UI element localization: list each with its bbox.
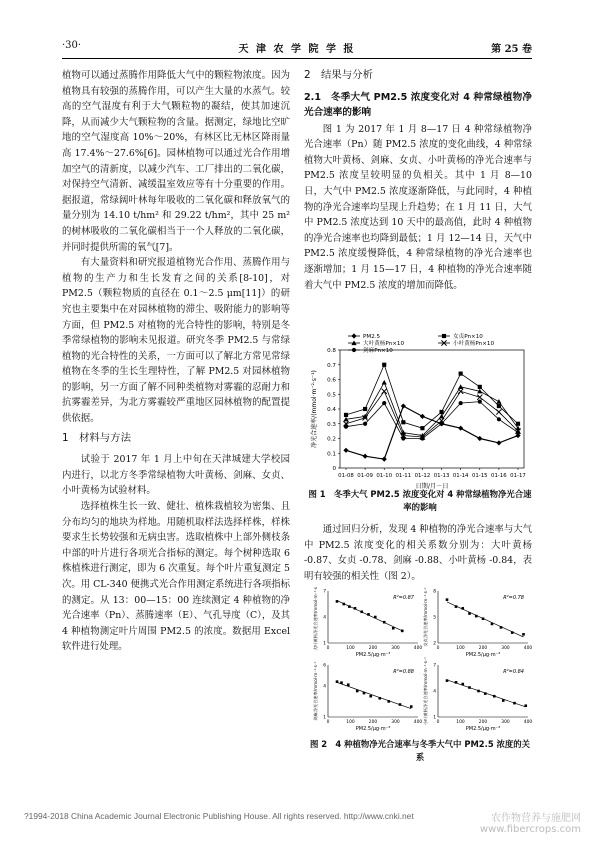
r-squared-label: R²=0.87 bbox=[393, 595, 414, 601]
panel-y-tick-label: 7 bbox=[323, 589, 326, 595]
r-squared-label: R²=0.84 bbox=[503, 669, 524, 675]
section-heading-results: 2 结果与分析 bbox=[304, 69, 373, 81]
data-point bbox=[477, 436, 482, 441]
data-point bbox=[382, 389, 387, 394]
x-tick-label: 01-09 bbox=[357, 473, 373, 479]
panel-x-axis-label: PM2.5/μg·m⁻³ bbox=[355, 726, 391, 732]
paragraph-transpiration: 植物可以通过蒸腾作用降低大气中的颗粒物浓度。因为植物具有较强的蒸腾作用，可以产生大量的水蒸气。较高的空气湿度有利于大气颗粒物的凝结，使其加速沉降，从而减少大气颗粒物的含量。据测定，绿地比空旷地的空气湿度高 10%～20%，有林区比无林区降雨量高 17.4%～27.6%[6]。园林植物可以通过光合作用增加空气的清新度，以减少汽车、工厂排出的二氧化碳，对保持空气清新、减缓温室效应等有十分重要的作用。据报道，常绿阔叶林每年吸收的二氧化碳和释放氧气的量分别为 14.10 t/hm² 和 29.22 t/hm²，其中 25 m² 的树林吸收的二氧化碳相当于一个人释放的二氧化碳，并同时提供所需的氧气[7]。 bbox=[62, 70, 290, 253]
y-tick-label: 0.7 bbox=[327, 362, 336, 369]
r-squared-label: R²=0.78 bbox=[503, 595, 524, 601]
y-tick-label: 0.3 bbox=[327, 421, 336, 428]
panel-y-tick-label: 2 bbox=[433, 641, 436, 647]
data-point bbox=[382, 401, 386, 405]
panel-x-tick-label: 0 bbox=[436, 720, 440, 725]
data-point bbox=[344, 413, 348, 417]
x-tick-label: 01-17 bbox=[510, 473, 526, 479]
trend-line bbox=[447, 680, 526, 707]
data-point bbox=[420, 426, 424, 430]
scatter-point bbox=[446, 598, 449, 601]
panel-x-tick-label: 200 bbox=[368, 720, 378, 725]
panel-y-tick-label: 6 bbox=[323, 663, 326, 669]
series-line bbox=[346, 365, 518, 428]
r-squared-label: R²=0.88 bbox=[393, 669, 414, 675]
data-point bbox=[497, 417, 501, 421]
panel-y-axis-label: 剑麻净光合速率/mmol·m⁻²·s⁻¹ bbox=[313, 661, 318, 721]
data-point bbox=[343, 448, 348, 453]
data-point bbox=[458, 389, 463, 394]
data-point bbox=[458, 384, 463, 389]
data-point bbox=[478, 385, 482, 389]
y-tick-label: 0.6 bbox=[327, 377, 336, 384]
x-tick-label: 01-14 bbox=[452, 473, 469, 479]
panel-x-tick-label: 400 bbox=[413, 720, 423, 725]
panel-x-tick-label: 100 bbox=[346, 720, 355, 725]
panel-x-tick-label: 400 bbox=[523, 720, 532, 725]
y-axis-label: 净光合速率/(mmol·m⁻²·s⁻¹) bbox=[311, 370, 318, 448]
paragraph-regression-wrapper bbox=[304, 522, 532, 584]
panel-y-axis-label: 大叶黄杨净光合速率/mmol·m⁻²·s⁻¹ bbox=[313, 587, 318, 651]
panel-x-axis-label: PM2.5/μg·m⁻³ bbox=[355, 652, 391, 658]
panel-x-tick-label: 400 bbox=[523, 646, 532, 651]
panel-x-tick-label: 300 bbox=[501, 720, 510, 725]
panel-x-tick-label: 200 bbox=[368, 646, 378, 651]
data-point bbox=[496, 399, 501, 404]
y-tick-label: 0.4 bbox=[327, 407, 336, 414]
data-point bbox=[363, 422, 367, 426]
watermark-line-1: 农作物营养与施肥网 bbox=[491, 813, 581, 824]
data-point bbox=[459, 372, 463, 376]
data-point bbox=[458, 426, 463, 431]
panel-y-axis-label: 女贞净光合速率/mmol·m⁻²·s⁻¹ bbox=[423, 587, 428, 647]
figure-1-caption: 图 1 冬季大气 PM2.5 浓度变化对 4 种常绿植物净光合速率的影响 bbox=[308, 489, 532, 512]
panel-x-tick-label: 100 bbox=[456, 646, 465, 651]
panel-y-tick-label: 5 bbox=[433, 615, 436, 621]
legend-label: 小叶黄杨Pn×10 bbox=[453, 341, 494, 347]
panel-x-tick-label: 0 bbox=[326, 646, 330, 651]
panel-y-axis-label: 小叶黄杨净光合速率/mmol·m⁻²·s⁻¹ bbox=[423, 657, 428, 725]
x-tick-label: 01-12 bbox=[414, 473, 431, 479]
panel-x-tick-label: 0 bbox=[326, 720, 330, 725]
data-point bbox=[439, 422, 443, 426]
x-tick-label: 01-10 bbox=[376, 473, 393, 479]
paragraph-figure1-description: 图 1 为 2017 年 1 月 8—17 日 4 种常绿植物净光合速率（Pn）随 PM2.5 浓度的变化曲线，4 种常绿植物大叶黄杨、剑麻、女贞、小叶黄杨的净光合速率与 PM2.5 浓度呈较明显的负相关。其中 1 月 8—10 日，大气中 PM2.5 浓度逐渐降低，与此同时，4 种植物的净光合速率均呈现上升趋势；在 1 月 11 日，大气中 PM2.5 浓度达到 10 天中的最高值，此时 4 种植物的净光合速率也均降到最低；1 月 12—14 日，天气中 PM2.5 浓度缓慢降低，4 种常绿植物的净光合速率也逐渐增加；1 月 15—17 日，4 种植物的净光合速率随着大气中 PM2.5 浓度的增加而降低。 bbox=[304, 123, 532, 291]
x-tick-label: 01-08 bbox=[338, 473, 354, 479]
scatter-point bbox=[446, 679, 449, 682]
data-point bbox=[401, 436, 405, 440]
data-point bbox=[363, 407, 367, 411]
panel-y-tick-label: 4 bbox=[323, 684, 326, 690]
data-point bbox=[516, 422, 520, 426]
panel-y-tick-label: 1 bbox=[433, 715, 436, 721]
scatter-point bbox=[401, 630, 404, 633]
trend-line bbox=[337, 601, 402, 631]
legend-label: 剑麻Pn×10 bbox=[363, 348, 393, 354]
figure-1-line-chart bbox=[306, 328, 530, 496]
panel-y-tick-label: 1 bbox=[323, 715, 326, 721]
x-axis-label: 日期/月－日 bbox=[415, 483, 449, 490]
panel-x-tick-label: 200 bbox=[478, 646, 488, 651]
panel-x-tick-label: 100 bbox=[456, 720, 465, 725]
panel-x-tick-label: 200 bbox=[478, 720, 488, 725]
x-tick-label: 01-15 bbox=[471, 473, 488, 479]
series-line bbox=[346, 406, 518, 459]
panel-x-axis-label: PM2.5/μg·m⁻³ bbox=[465, 726, 501, 732]
data-point bbox=[459, 401, 463, 405]
data-point bbox=[382, 457, 387, 462]
scatter-point bbox=[369, 695, 372, 698]
panel-x-tick-label: 300 bbox=[391, 646, 400, 651]
panel-x-tick-label: 400 bbox=[413, 646, 423, 651]
panel-x-tick-label: 300 bbox=[391, 720, 400, 725]
x-tick-label: 01-13 bbox=[433, 473, 450, 479]
copyright-footer: ?1994-2018 China Academic Journal Electronic Publishing House. All rights reserved. http://www.cnki.net bbox=[24, 811, 414, 821]
section-heading-methods: 1 材料与方法 bbox=[62, 431, 131, 444]
figure-2 bbox=[306, 587, 532, 737]
figure-1 bbox=[306, 328, 530, 496]
plot-frame bbox=[340, 350, 524, 468]
journal-title: 天 津 农 学 院 学 报 bbox=[238, 44, 356, 55]
panel-x-tick-label: 300 bbox=[501, 646, 510, 651]
panel-y-tick-label: 8 bbox=[433, 589, 436, 595]
y-tick-label: 0.8 bbox=[327, 348, 336, 355]
data-point bbox=[401, 420, 405, 424]
legend-label: PM2.5 bbox=[363, 334, 381, 340]
data-point bbox=[516, 431, 520, 435]
right-column bbox=[304, 68, 532, 293]
data-point bbox=[344, 425, 348, 429]
legend-label: 大叶黄杨Pn×10 bbox=[363, 341, 404, 347]
panel-y-tick-label: 4 bbox=[433, 689, 436, 695]
trend-line bbox=[337, 682, 411, 708]
paragraph-methods: 选择植株生长一致、健壮、植株栽植较为密集、且分布均匀的地块为样地。用随机取样法选择样株，样株要求生长势较强和无病虫害。选取植株中上部外侧枝条中部的叶片进行各项光合指标的测定。每个树种选取 6 株植株进行测定，即为 6 次重复。每个叶片重复测定 5 次。用 CL-340 便携式光合作用测定系统进行各项指标的测定。从 13：00—15：00 连续测定 4 种植物的净光合速率（Pn）、蒸腾速率（E）、气孔导度（C），及其 4 种植物测定叶片周围 PM2.5 的浓度。数据用 Excel 软件进行处理。 bbox=[62, 501, 290, 653]
page-number: ·30· bbox=[62, 40, 82, 51]
legend-marker bbox=[352, 348, 356, 352]
header-rule bbox=[62, 58, 532, 59]
data-point bbox=[478, 400, 482, 404]
left-column bbox=[62, 68, 290, 655]
panel-y-tick-label: 4 bbox=[323, 615, 326, 621]
paragraph-background: 有大量资料和研究报道植物光合作用、蒸腾作用与植物的生产力和生长发育之间的关系[8-10]，对 PM2.5（颗粒物质的直径在 0.1～2.5 μm[11]）的研究也主要集中在对园林植物的滞尘、吸附能力的影响等方面，但 PM2.5 对植物的光合特性的影响，特别是冬季常绿植物的影响未见报道。研究冬季 PM2.5 与常绿植物的光合特性的关系，一方面可以了解北方常见常绿植物在冬季的生长生理特性，了解 PM2.5 对园林植物的影响，另一方面了解不同种类植物对雾霾的忍耐力和抗雾霾差异，为北方雾霾较严重地区园林植物的配置提供依据。 bbox=[62, 257, 290, 425]
data-point bbox=[382, 363, 386, 367]
paragraph-regression: 通过回归分析，发现 4 种植物的净光合速率与大气中 PM2.5 浓度变化的相关系数分别为：大叶黄杨 -0.87、女贞 -0.78、剑麻 -0.88、小叶黄杨 -0.84，表明有较强的相关性（图 2）。 bbox=[304, 524, 532, 582]
figure-2-caption: 图 2 4 种植物净光合速率与冬季大气中 PM2.5 浓度的关系 bbox=[309, 739, 531, 762]
panel-x-tick-label: 0 bbox=[436, 646, 440, 651]
scatter-point bbox=[336, 600, 339, 603]
x-tick-label: 01-16 bbox=[491, 473, 507, 479]
panel-y-tick-label: 7 bbox=[433, 663, 436, 669]
subsection-heading-2-1: 2.1 冬季大气 PM2.5 浓度变化对 4 种常绿植物净光合速率的影响 bbox=[304, 91, 532, 118]
figure-2-scatter-panels bbox=[306, 587, 532, 737]
y-tick-label: 0.1 bbox=[327, 451, 336, 458]
data-point bbox=[401, 403, 406, 408]
paragraph-materials: 试验于 2017 年 1 月上中旬在天津城建大学校园内进行，以北方冬季常绿植物大叶黄杨、剑麻、女贞、小叶黄杨为试验材料。 bbox=[62, 454, 290, 497]
x-tick-label: 01-11 bbox=[395, 473, 412, 479]
panel-y-tick-label: 1 bbox=[323, 641, 326, 647]
y-tick-label: 0.5 bbox=[327, 392, 336, 399]
scatter-point bbox=[522, 633, 525, 636]
running-header bbox=[62, 40, 532, 56]
volume-number: 第 25 卷 bbox=[491, 44, 532, 55]
data-point bbox=[496, 440, 501, 445]
data-point bbox=[420, 436, 424, 440]
site-watermark bbox=[480, 813, 581, 835]
data-point bbox=[420, 414, 425, 419]
data-point bbox=[477, 395, 482, 400]
data-point bbox=[497, 404, 501, 408]
legend-label: 女贞Pn×10 bbox=[453, 334, 483, 340]
watermark-line-2: www.fibercrops.com bbox=[479, 824, 581, 835]
panel-x-tick-label: 100 bbox=[346, 646, 355, 651]
data-point bbox=[382, 380, 387, 385]
y-tick-label: 0 bbox=[332, 466, 336, 473]
panel-x-axis-label: PM2.5/μg·m⁻³ bbox=[465, 652, 501, 658]
trend-line bbox=[447, 602, 524, 637]
legend-marker bbox=[442, 334, 446, 338]
data-point bbox=[363, 454, 368, 459]
data-point bbox=[496, 409, 501, 414]
legend-marker bbox=[351, 333, 356, 338]
y-tick-label: 0.2 bbox=[327, 436, 336, 443]
scatter-point bbox=[410, 705, 413, 708]
